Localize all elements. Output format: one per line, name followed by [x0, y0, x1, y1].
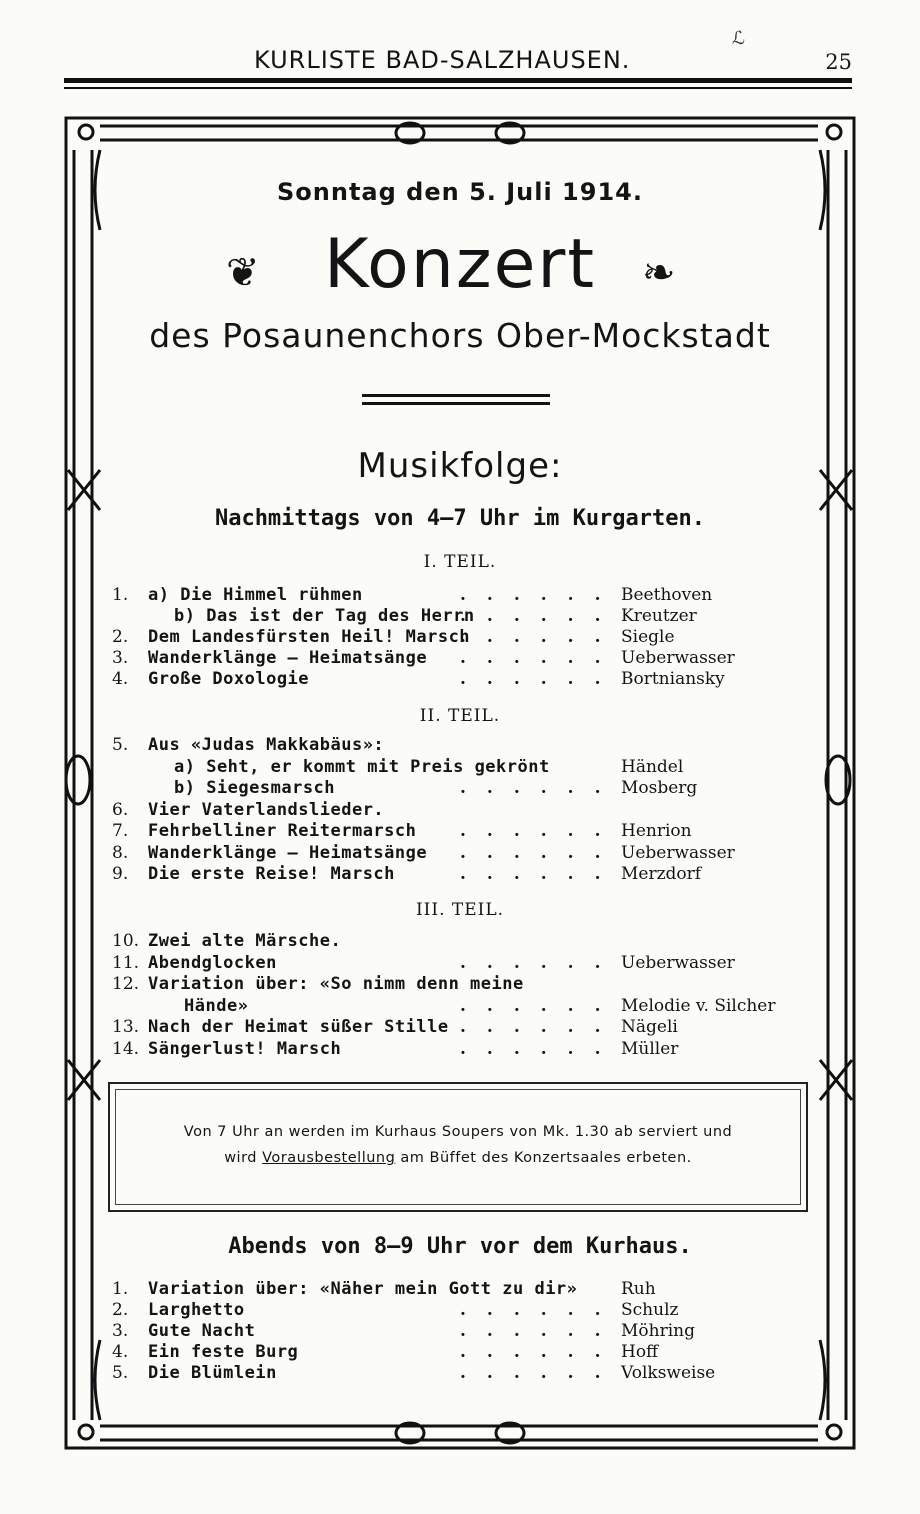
corner-circle	[827, 1425, 841, 1439]
item-number: 4.	[112, 669, 129, 689]
piece-title: Aus «Judas Makkabäus»:	[148, 735, 385, 755]
composer-name: Merzdorf	[621, 864, 702, 884]
souper-notice-box	[108, 1082, 808, 1212]
program-item	[0, 584, 920, 606]
program-item	[0, 799, 920, 821]
item-number: 1.	[112, 585, 129, 605]
item-number: 14.	[112, 1038, 140, 1059]
program-item	[0, 1016, 920, 1038]
composer-name: Möhring	[621, 1321, 695, 1341]
composer-name: Händel	[621, 756, 684, 777]
dot-leader: ......	[460, 1363, 622, 1383]
piece-title: a) Die Himmel rühmen	[148, 585, 363, 605]
piece-title: Larghetto	[148, 1300, 245, 1320]
composer-name: Ruh	[621, 1279, 656, 1299]
dot-leader: ......	[460, 995, 622, 1016]
composer-name: Melodie v. Silcher	[621, 995, 776, 1016]
dot-leader: ......	[460, 1300, 622, 1320]
item-number: 9.	[112, 864, 129, 884]
program-item	[0, 734, 920, 756]
piece-title: b) Siegesmarsch	[174, 778, 336, 798]
program-heading: Musikfolge:	[357, 446, 563, 486]
program-item	[0, 1341, 920, 1363]
dot-leader: ......	[460, 606, 622, 626]
program-item	[0, 1278, 920, 1300]
dot-leader: ......	[460, 842, 622, 863]
part-1-heading: I. TEIL.	[423, 552, 497, 572]
item-number: 3.	[112, 648, 129, 668]
piece-title: Zwei alte Märsche.	[148, 931, 342, 951]
piece-title: Fehrbelliner Reitermarsch	[148, 821, 417, 841]
item-number: 5.	[112, 735, 129, 755]
corner-circle	[79, 125, 93, 139]
composer-name: Kreutzer	[621, 606, 697, 626]
piece-title: Hände»	[184, 995, 249, 1016]
program-item	[0, 952, 920, 974]
piece-title: Die Blümlein	[148, 1363, 277, 1383]
notice-underlined-word: Vorausbestellung	[262, 1150, 396, 1166]
program-item	[0, 605, 920, 627]
item-number: 13.	[112, 1017, 140, 1037]
program-item	[0, 1362, 920, 1384]
title-separator	[362, 394, 550, 397]
program-item	[0, 930, 920, 952]
composer-name: Mosberg	[621, 778, 698, 798]
notice-line-2	[110, 1150, 806, 1166]
composer-name: Nägeli	[621, 1017, 678, 1037]
item-number: 4.	[112, 1342, 129, 1362]
composer-name: Ueberwasser	[621, 842, 735, 863]
dot-leader: ......	[460, 627, 622, 647]
piece-title: Vier Vaterlandslieder.	[148, 799, 385, 820]
dot-leader: ......	[460, 1038, 622, 1059]
composer-name: Ueberwasser	[621, 952, 735, 973]
dot-leader: ......	[460, 1342, 622, 1362]
piece-title: Die erste Reise! Marsch	[148, 864, 395, 884]
piece-title: Dem Landesfürsten Heil! Marsch	[148, 627, 471, 647]
piece-title: Gute Nacht	[148, 1321, 256, 1341]
piece-title: Abendglocken	[148, 952, 277, 973]
fleuron-right-icon: ❧	[642, 250, 676, 296]
dot-leader: ......	[460, 952, 622, 973]
dot-leader: ......	[460, 1321, 622, 1341]
corner-circle	[827, 125, 841, 139]
evening-heading: Abends von 8—9 Uhr vor dem Kurhaus.	[228, 1234, 692, 1259]
composer-name: Volksweise	[621, 1363, 716, 1383]
item-number: 10.	[112, 931, 140, 951]
piece-title: b) Das ist der Tag des Herrn	[174, 606, 475, 626]
program-item	[0, 1038, 920, 1060]
part-3-heading: III. TEIL.	[415, 900, 505, 920]
program-item	[0, 863, 920, 885]
program-item	[0, 820, 920, 842]
concert-title: Konzert	[323, 225, 597, 304]
program-item	[0, 626, 920, 648]
program-item	[0, 668, 920, 690]
performer-line: des Posaunenchors Ober-Mockstadt	[149, 316, 771, 355]
composer-name: Ueberwasser	[621, 648, 735, 668]
composer-name: Müller	[621, 1038, 679, 1059]
program-item	[0, 756, 920, 778]
item-number: 12.	[112, 974, 140, 994]
dot-leader: ......	[460, 864, 622, 884]
program-item	[0, 1299, 920, 1321]
part-2-heading: II. TEIL.	[419, 706, 501, 726]
composer-name: Schulz	[621, 1300, 679, 1320]
notice-inner-border	[115, 1089, 801, 1205]
item-number: 6.	[112, 799, 129, 820]
running-title: KURLISTE BAD-SALZHAUSEN.	[254, 46, 631, 74]
piece-title: a) Seht, er kommt mit Preis gekrönt	[174, 756, 550, 777]
item-number: 3.	[112, 1321, 129, 1341]
title-separator	[362, 402, 550, 405]
program-item	[0, 647, 920, 669]
dot-leader: ......	[460, 1017, 622, 1037]
composer-name: Henrion	[621, 821, 692, 841]
piece-title: Wanderklänge — Heimatsänge	[148, 648, 428, 668]
page-number: 25	[825, 50, 852, 74]
item-number: 11.	[112, 952, 140, 973]
composer-name: Bortniansky	[621, 669, 725, 689]
handwritten-mark: ℒ	[732, 28, 745, 49]
item-number: 1.	[112, 1279, 129, 1299]
piece-title: Große Doxologie	[148, 669, 310, 689]
dot-leader: ......	[460, 669, 622, 689]
piece-title: Variation über: «So nimm denn meine	[148, 974, 524, 994]
program-item	[0, 995, 920, 1017]
program-item	[0, 1320, 920, 1342]
piece-title: Nach der Heimat süßer Stille	[148, 1017, 449, 1037]
program-item	[0, 777, 920, 799]
afternoon-heading: Nachmittags von 4—7 Uhr im Kurgarten.	[214, 506, 706, 531]
concert-date: Sonntag den 5. Juli 1914.	[277, 178, 643, 206]
dot-leader: ......	[460, 648, 622, 668]
piece-title: Variation über: «Näher mein Gott zu dir»	[148, 1279, 578, 1299]
notice-line-1: Von 7 Uhr an werden im Kurhaus Soupers von Mk. 1.30 ab serviert und	[183, 1124, 733, 1140]
program-item	[0, 842, 920, 864]
piece-title: Sängerlust! Marsch	[148, 1038, 342, 1059]
composer-name: Beethoven	[621, 585, 713, 605]
notice-text-pre: wird	[224, 1150, 263, 1166]
item-number: 5.	[112, 1363, 129, 1383]
notice-text-post: am Büffet des Konzertsaales erbeten.	[395, 1150, 692, 1166]
composer-name: Siegle	[621, 627, 675, 647]
dot-leader: ......	[460, 585, 622, 605]
dot-leader: ......	[460, 821, 622, 841]
piece-title: Ein feste Burg	[148, 1342, 299, 1362]
piece-title: Wanderklänge — Heimatsänge	[148, 842, 428, 863]
item-number: 8.	[112, 842, 129, 863]
corner-circle	[79, 1425, 93, 1439]
dot-leader: ......	[460, 778, 622, 798]
item-number: 2.	[112, 1300, 129, 1320]
item-number: 7.	[112, 821, 129, 841]
program-item	[0, 973, 920, 995]
composer-name: Hoff	[621, 1342, 659, 1362]
item-number: 2.	[112, 627, 129, 647]
fleuron-left-icon: ❦	[226, 250, 260, 296]
